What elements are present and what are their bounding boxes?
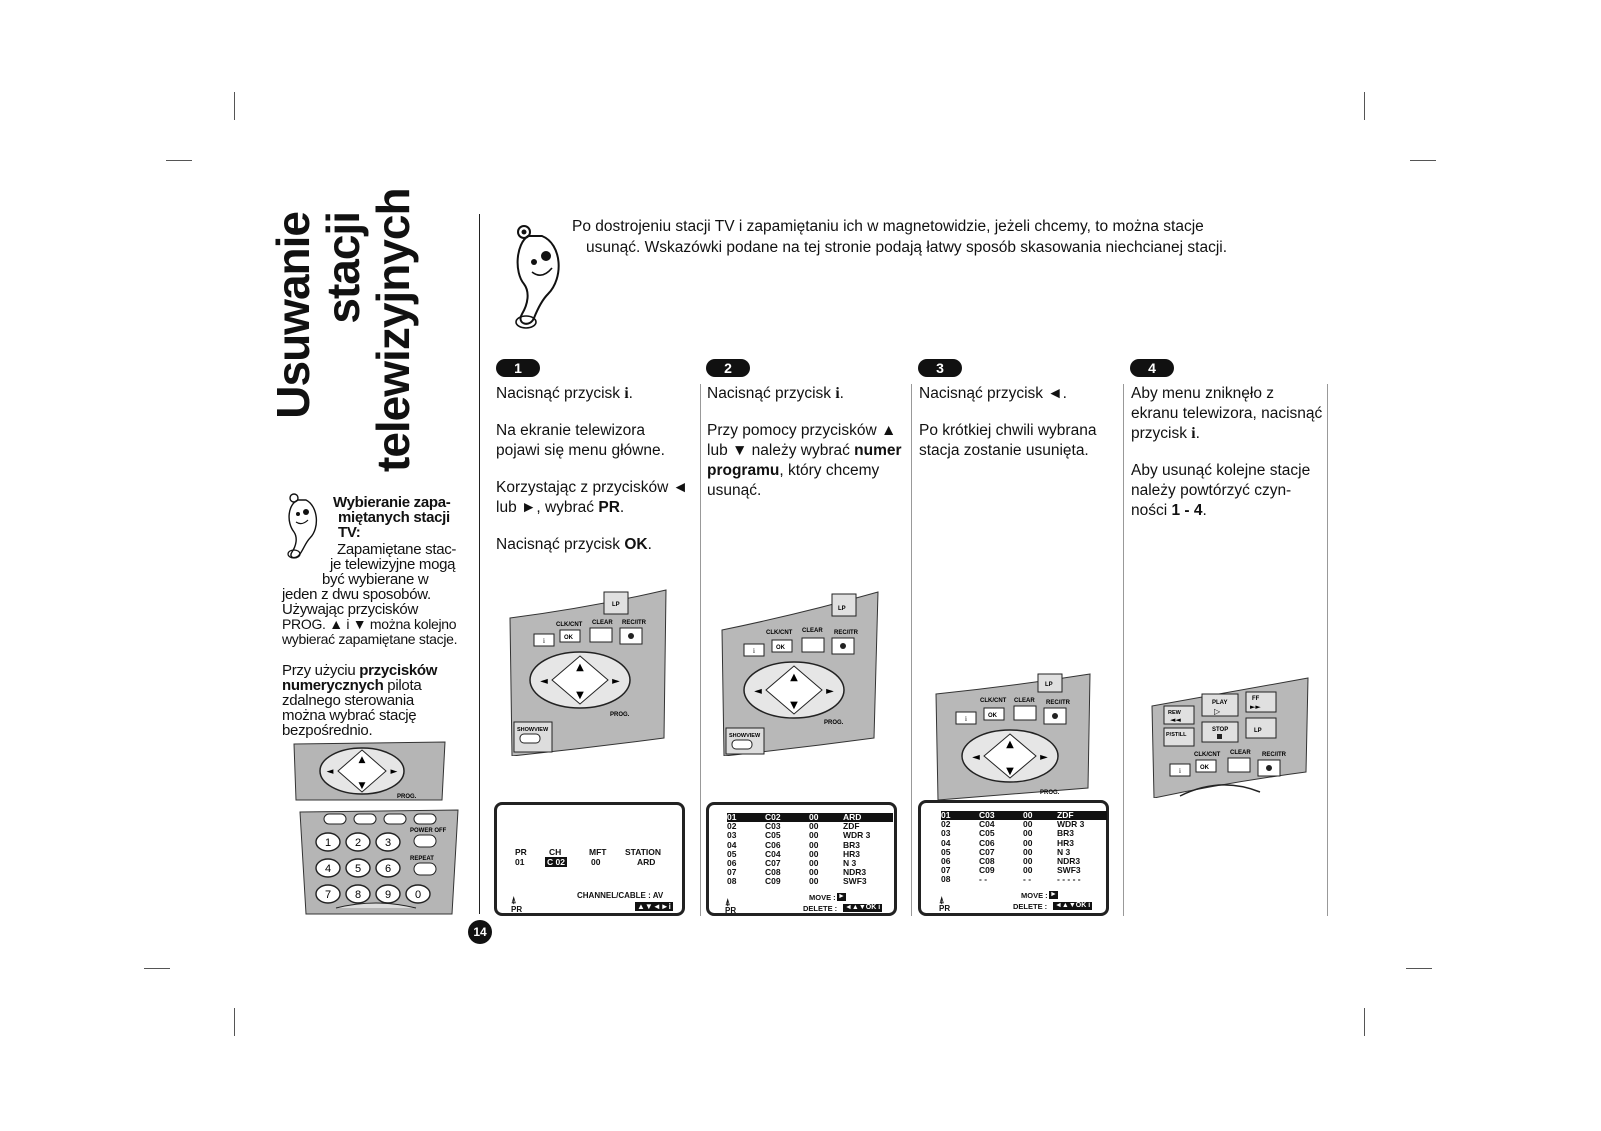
sidebar-text: Przy użyciu: [282, 662, 360, 679]
number-key-label: 6: [384, 863, 392, 875]
step-4-text: [1131, 384, 1325, 538]
clear-label: CLEAR: [1014, 698, 1035, 704]
table-cell: 00: [1023, 837, 1033, 848]
table-cell: C07: [979, 846, 995, 857]
step-text: Aby usunąć kolejne stacje należy powtórzyć czyn-ności: [1131, 462, 1311, 519]
step-paragraph: Na ekranie telewizora pojawi się menu główne.: [496, 422, 665, 459]
step-bold: OK: [624, 536, 648, 553]
table-cell: C05: [979, 828, 995, 839]
table-cell: 00: [809, 813, 843, 822]
rec-label: REC/ITR: [1046, 700, 1070, 706]
prog-label: PROG.: [1040, 790, 1060, 796]
table-cell: SWF3: [1057, 865, 1081, 876]
table-cell: C08: [765, 867, 781, 878]
table-cell: 04: [727, 839, 737, 850]
svg-text:▲: ▲: [790, 672, 798, 683]
table-cell: 00: [1023, 811, 1057, 820]
table-cell: 06: [727, 858, 737, 869]
intro-line: Po dostrojeniu stacji TV i zapamiętaniu ich w magnetowidzie, jeżeli chcemy, to można stacje: [572, 218, 1204, 235]
screen-pr-label: PR: [511, 905, 523, 914]
table-cell: 05: [727, 848, 737, 859]
table-cell: 00: [1023, 819, 1033, 830]
table-cell: C04: [979, 819, 995, 830]
screen-delete-label: DELETE :: [1013, 902, 1048, 911]
sidebar-text-line: jeden z dwu sposobów.: [282, 586, 431, 603]
tv-screen-step-3: [918, 800, 1109, 916]
number-key-label: 1: [324, 837, 332, 849]
table-cell: C06: [979, 837, 995, 848]
table-cell: ZDF: [1057, 811, 1107, 820]
svg-text:▼: ▼: [358, 781, 366, 791]
step-bold: numer programu: [707, 442, 902, 479]
sidebar-paragraph-2: [282, 663, 482, 738]
svg-text:◄: ◄: [326, 767, 334, 777]
column-divider: [1327, 384, 1328, 916]
step-3-badge: 3: [918, 359, 962, 377]
sidebar-text-line: zdalnego sterowania: [282, 692, 414, 709]
move-key-icon: ►: [838, 893, 845, 900]
step-text: , który chcemy usunąć.: [707, 462, 880, 499]
table-row: [941, 875, 1107, 884]
sidebar-text-line: je telewizyjne mogą: [330, 556, 456, 573]
screen-delete-label: DELETE :: [803, 904, 838, 913]
table-cell: NDR3: [843, 867, 867, 878]
svg-text:▼: ▼: [576, 690, 584, 701]
table-cell: 04: [941, 837, 951, 848]
table-cell: 00: [1023, 846, 1033, 857]
svg-text:▷: ▷: [1214, 707, 1221, 716]
step-text: Nacisnąć przycisk: [496, 385, 625, 402]
step-2-badge: 2: [706, 359, 750, 377]
table-cell: 08: [727, 876, 737, 887]
lp-label: LP: [1254, 728, 1262, 734]
table-cell: BR3: [843, 839, 861, 850]
mascot-icon: [510, 222, 580, 337]
crop-mark: [166, 160, 192, 161]
clk-label: CLK/CNT: [556, 622, 583, 628]
sidebar-text-line: [282, 678, 482, 693]
info-button-label: i: [965, 715, 967, 723]
step-3-text: [919, 384, 1114, 478]
step-4-badge: 4: [1130, 359, 1174, 377]
table-cell: C04: [765, 848, 781, 859]
ff-label: FF: [1252, 696, 1260, 702]
step-text: Przy pomocy przycisków ▲ lub ▼ należy wybrać: [707, 422, 897, 459]
prog-label: PROG.: [824, 720, 844, 726]
info-button-label: i: [1179, 767, 1181, 775]
table-cell: HR3: [843, 848, 861, 859]
table-cell: 07: [941, 865, 951, 876]
program-table: [941, 811, 1107, 885]
table-cell: 00: [809, 839, 819, 850]
remote-illustration-step-2: [720, 590, 882, 756]
column-divider: [700, 384, 701, 916]
table-cell: 00: [1023, 856, 1033, 867]
lp-label: LP: [838, 606, 846, 612]
sidebar-text-line: [282, 663, 482, 678]
table-cell: 01: [727, 813, 765, 822]
table-cell: 03: [727, 830, 737, 841]
column-divider: [911, 384, 912, 916]
info-key: i: [835, 385, 840, 402]
crop-mark: [1410, 160, 1436, 161]
step-paragraph: Aby usunąć kolejne stacje należy powtórzyć czyn-ności 1 - 4.: [1131, 462, 1311, 519]
step-paragraph: Nacisnąć przycisk i.: [496, 385, 633, 402]
delete-keys-icon: ◄▲▼OK i: [845, 904, 881, 911]
step-1-text: [496, 384, 691, 572]
number-key-label: 4: [324, 863, 332, 875]
table-cell: SWF3: [843, 876, 867, 887]
step-2-text: [707, 384, 902, 518]
screen-pr-label: PR: [939, 904, 951, 913]
power-off-label: POWER OFF: [410, 828, 447, 834]
screen-value-pr: 01: [515, 857, 525, 867]
clear-label: CLEAR: [1230, 750, 1251, 756]
sidebar-bold-text: przycisków: [359, 662, 438, 679]
screen-header-pr: PR: [515, 847, 527, 857]
title-line-2: stacji: [317, 212, 369, 324]
svg-text:▼: ▼: [790, 700, 798, 711]
showview-label: SHOWVIEW: [517, 727, 549, 733]
crop-mark: [144, 968, 170, 969]
lp-label: LP: [612, 602, 620, 608]
step-text: Aby menu zniknęło z ekranu telewizora, nacisnąć przycisk: [1131, 385, 1323, 442]
step-1-badge: 1: [496, 359, 540, 377]
svg-text:▲: ▲: [1006, 739, 1014, 750]
screen-header-ch: CH: [549, 847, 562, 857]
ok-button-label: OK: [988, 713, 997, 719]
repeat-label: REPEAT: [410, 856, 434, 862]
clk-label: CLK/CNT: [980, 698, 1007, 704]
intro-text: [572, 216, 1372, 258]
tv-screen-step-2: [706, 802, 897, 916]
rec-label: REC/ITR: [622, 620, 646, 626]
step-paragraph: Nacisnąć przycisk OK.: [496, 536, 652, 553]
remote-dpad-illustration: [292, 740, 447, 802]
svg-text:▲: ▲: [358, 755, 366, 765]
rec-label: REC/ITR: [834, 630, 858, 636]
step-paragraph: Aby menu zniknęło z ekranu telewizora, nacisnąć przycisk i.: [1131, 385, 1323, 442]
clk-label: CLK/CNT: [1194, 752, 1221, 758]
screen-move-label: MOVE :: [809, 893, 836, 902]
table-cell: HR3: [1057, 837, 1075, 848]
svg-text:◄: ◄: [972, 752, 980, 763]
table-cell: - - - - -: [1057, 874, 1081, 885]
page-number: 14: [468, 920, 492, 944]
number-key-label: 2: [354, 837, 362, 849]
column-divider: [1123, 384, 1124, 916]
clk-label: CLK/CNT: [766, 630, 793, 636]
table-cell: WDR 3: [843, 830, 871, 841]
screen-footer: CHANNEL/CABLE : AV: [577, 891, 664, 900]
rec-label: REC/ITR: [1262, 752, 1286, 758]
table-cell: 00: [809, 876, 819, 887]
table-cell: BR3: [1057, 828, 1075, 839]
screen-move-label: MOVE :: [1021, 891, 1048, 900]
table-cell: 00: [1023, 828, 1033, 839]
title-line-1: Usuwanie: [267, 212, 319, 419]
clear-label: CLEAR: [802, 628, 823, 634]
pstill-label: P/STILL: [1166, 732, 1187, 738]
remote-illustration-step-1: [508, 588, 670, 756]
showview-label: SHOWVIEW: [729, 733, 761, 739]
info-button-label: i: [753, 647, 755, 655]
svg-text:►►: ►►: [1250, 703, 1261, 711]
delete-keys-icon: ◄▲▼OK i: [1055, 902, 1091, 909]
tv-screen-step-1: [494, 802, 685, 916]
step-paragraph: Korzystając z przycisków ◄ lub ►, wybrać PR.: [496, 479, 688, 516]
sidebar-paragraph-1: [282, 542, 482, 647]
sidebar-text-line: Używając przycisków: [282, 601, 418, 618]
step-paragraph: Nacisnąć przycisk i.: [707, 385, 844, 402]
antenna-icon: ⍋: [511, 895, 517, 905]
table-cell: 01: [941, 811, 979, 820]
info-key: i: [624, 385, 629, 402]
step-paragraph: Nacisnąć przycisk ◄.: [919, 385, 1067, 402]
table-cell: N 3: [1057, 846, 1071, 857]
table-cell: 02: [941, 819, 951, 830]
svg-text:▲: ▲: [576, 662, 584, 673]
table-cell: C06: [765, 839, 781, 850]
table-cell: 00: [1023, 865, 1033, 876]
sidebar-heading-line: Wybieranie zapa-: [333, 494, 451, 511]
table-cell: 06: [941, 856, 951, 867]
svg-text:►: ►: [390, 767, 398, 777]
move-key-icon: ►: [1050, 891, 1057, 898]
screen-value-mft: 00: [591, 857, 601, 867]
step-text: Korzystając z przycisków ◄ lub ►, wybrać: [496, 479, 688, 516]
table-cell: C03: [765, 821, 781, 832]
table-cell: C03: [979, 811, 1023, 820]
number-key-label: 5: [354, 863, 362, 875]
screen-header-mft: MFT: [589, 847, 607, 857]
antenna-icon: ⍋: [939, 895, 945, 905]
screen-value-station: ARD: [637, 857, 656, 867]
sidebar-text-line: być wybierane w: [322, 571, 429, 588]
title-line-3: telewizyjnych: [367, 188, 419, 472]
nav-keys-icon: ▲▼◄►i: [637, 902, 671, 911]
table-cell: C05: [765, 830, 781, 841]
table-cell: N 3: [843, 858, 857, 869]
number-key-label: 7: [324, 889, 332, 901]
ok-button-label: OK: [564, 635, 573, 641]
table-cell: ARD: [843, 813, 893, 822]
table-cell: 00: [809, 830, 819, 841]
svg-text:►: ►: [826, 686, 834, 697]
antenna-icon: ⍋: [725, 897, 731, 907]
table-cell: 00: [809, 848, 819, 859]
sidebar-text-line: PROG. ▲ i ▼ można kolejno: [282, 616, 457, 632]
remote-numpad-illustration: [296, 808, 462, 916]
screen-pr-label: PR: [725, 906, 737, 915]
table-cell: C09: [765, 876, 781, 887]
sidebar-text-line: można wybrać stację: [282, 707, 417, 724]
info-key: i: [1191, 425, 1196, 442]
prog-label: PROG.: [397, 794, 417, 800]
sidebar-heading-line: TV:: [338, 524, 361, 541]
table-cell: 07: [727, 867, 737, 878]
page-title: [267, 188, 428, 472]
table-cell: - -: [979, 874, 988, 885]
crop-mark: [1406, 968, 1432, 969]
number-key-label: 8: [354, 889, 362, 901]
sidebar-text-line: wybierać zapamiętane stacje.: [282, 631, 458, 647]
play-label: PLAY: [1212, 700, 1228, 706]
table-cell: C07: [765, 858, 781, 869]
sidebar-text-line: bezpośrednio.: [282, 722, 373, 739]
sidebar-heading: [333, 495, 450, 540]
info-button-label: i: [543, 637, 545, 645]
intro-line: usunąć. Wskazówki podane na tej stronie podają łatwy sposób skasowania niechcianej stacji.: [586, 239, 1228, 256]
svg-text:►: ►: [612, 676, 620, 687]
svg-text:►: ►: [1040, 752, 1048, 763]
crop-mark: [1364, 1008, 1365, 1036]
table-cell: WDR 3: [1057, 819, 1085, 830]
table-cell: 00: [809, 867, 819, 878]
svg-text:▼: ▼: [1006, 766, 1014, 777]
rew-label: REW: [1168, 710, 1181, 716]
stop-label: STOP: [1212, 727, 1229, 733]
screen-value-ch: C 02: [547, 857, 565, 867]
crop-mark: [234, 1008, 235, 1036]
lp-label: LP: [1045, 682, 1053, 688]
step-paragraph: [707, 421, 902, 501]
number-key-label: 0: [414, 889, 422, 901]
table-cell: 05: [941, 846, 951, 857]
table-cell: - -: [1023, 874, 1032, 885]
table-cell: 03: [941, 828, 951, 839]
step-text: Nacisnąć przycisk: [707, 385, 836, 402]
table-cell: 08: [941, 874, 951, 885]
screen-header-station: STATION: [625, 847, 662, 857]
number-key-label: 9: [384, 889, 392, 901]
ok-button-label: OK: [1200, 765, 1209, 771]
svg-text:◄: ◄: [754, 686, 762, 697]
table-row: [727, 877, 893, 886]
table-cell: C08: [979, 856, 995, 867]
step-paragraph: Po krótkiej chwili wybrana stacja zostanie usunięta.: [919, 422, 1097, 459]
table-cell: 00: [809, 821, 819, 832]
sidebar-text-line: Zapamiętane stac-: [337, 541, 457, 558]
number-key-label: 3: [384, 837, 392, 849]
svg-text:◄: ◄: [540, 676, 548, 687]
sidebar-text: pilota: [383, 677, 422, 694]
table-cell: 00: [809, 858, 819, 869]
sidebar-heading-line: miętanych stacji: [338, 509, 450, 526]
table-cell: C02: [765, 813, 809, 822]
ok-button-label: OK: [776, 645, 785, 651]
step-text: Nacisnąć przycisk: [496, 536, 625, 553]
clear-label: CLEAR: [592, 620, 613, 626]
prog-label: PROG.: [610, 712, 630, 718]
table-cell: ZDF: [843, 821, 860, 832]
table-cell: C09: [979, 865, 995, 876]
crop-mark: [234, 92, 235, 120]
table-cell: 02: [727, 821, 737, 832]
remote-illustration-step-3: [934, 672, 1092, 800]
remote-illustration-step-4: [1150, 676, 1310, 798]
sidebar-bold-text: numerycznych: [282, 677, 384, 694]
svg-text:◄◄: ◄◄: [1170, 716, 1181, 724]
step-bold: PR: [598, 499, 620, 516]
step-bold: 1 - 4: [1171, 502, 1203, 519]
crop-mark: [1364, 92, 1365, 120]
program-table: [727, 813, 893, 887]
table-cell: NDR3: [1057, 856, 1081, 867]
